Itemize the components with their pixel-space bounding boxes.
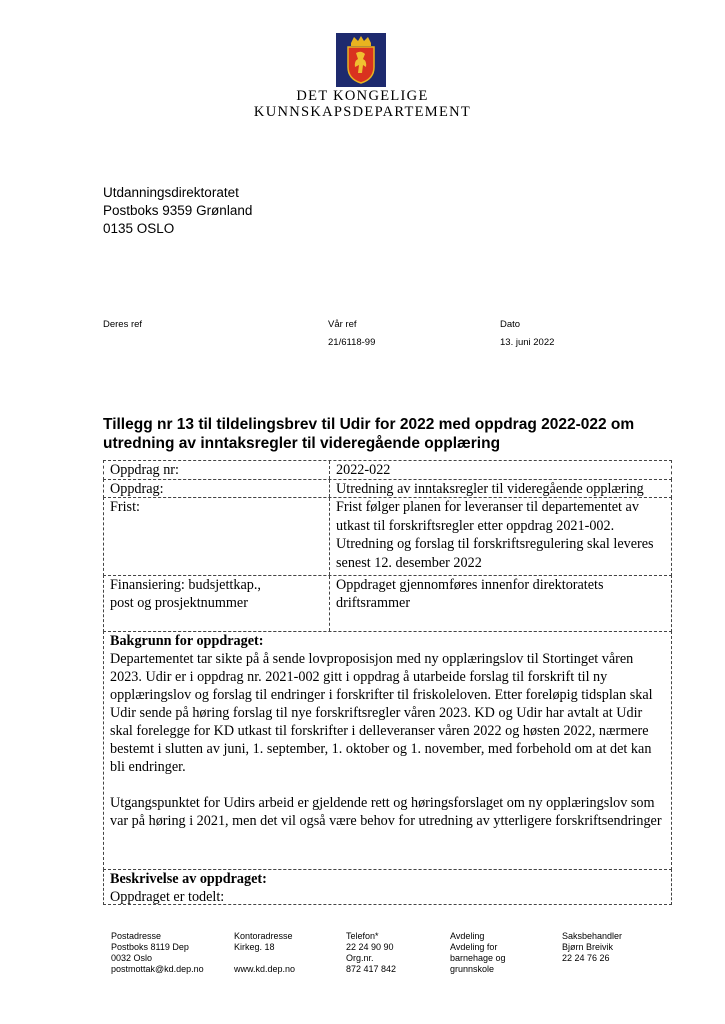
footer-email: postmottak@kd.dep.no [111,964,204,974]
description-heading: Beskrivelse av oppdraget: [110,871,267,887]
org-name-line1: DET KONGELIGE [296,88,429,104]
row-value-finansiering: Oppdraget gjennomføres innenfor direktoratets driftsrammer [336,577,604,611]
coat-of-arms-icon [336,33,386,87]
row-label-oppdrag: Oppdrag: [104,480,330,497]
footer-postadresse-line2: 0032 Oslo [111,953,153,963]
row-label-finansiering: Finansiering: budsjettkap., post og prosjektnummer [104,576,330,631]
var-ref-value: 21/6118-99 [328,337,376,348]
footer-avdeling-line1: Avdeling for [450,942,498,952]
footer-kontoradresse-line2 [234,953,295,964]
footer-saksbehandler-phone: 22 24 76 26 [562,953,610,963]
footer-kontoradresse [234,931,295,975]
row-label-oppdrag-nr: Oppdrag nr: [104,461,330,479]
footer-website: www.kd.dep.no [234,964,296,974]
footer-postadresse [111,931,204,975]
recipient-address [103,184,252,238]
footer-orgnr-label: Org.nr. [346,953,374,963]
footer-postadresse-label: Postadresse [111,931,162,941]
footer-kontoradresse-label: Kontoradresse [234,931,293,941]
footer-saksbehandler-label: Saksbehandler [562,931,623,941]
var-ref-label: Vår ref [328,319,357,330]
background-paragraph-2: Utgangspunktet for Udirs arbeid er gjeldende rett og høringsforslaget om ny opplæringslov som var på høring i 2021, men det vil også være behov for utredning av ytterligere forskriftsendringer [110,795,662,829]
footer-postadresse-line1: Postboks 8119 Dep [111,942,189,952]
table-row [103,497,672,576]
footer-avdeling-label: Avdeling [450,931,485,941]
footer-telefon-line1: 22 24 90 90 [346,942,394,952]
table-row [103,575,672,632]
description-section [103,869,672,905]
org-name-line2: KUNNSKAPSDEPARTEMENT [253,104,472,120]
table-row [103,479,672,498]
deres-ref-label: Deres ref [103,319,143,330]
background-heading: Bakgrunn for oppdraget: [110,633,264,649]
dato-value: 13. juni 2022 [500,337,555,348]
table-row [103,460,672,480]
footer-avdeling [450,931,506,975]
footer-saksbehandler [562,931,622,964]
row-label-frist: Frist: [104,498,330,575]
recipient-name: Utdanningsdirektoratet [103,185,239,200]
background-section [103,631,672,870]
row-value-frist: Frist følger planen for leveranser til departementet av utkast til forskriftsregler etter oppdrag 2021-002. Utredning og forslag til forskriftsregulering skal leveres senest 12. desember 2022 [336,499,654,571]
recipient-po-box: Postboks 9359 Grønland [103,203,253,218]
recipient-postcode-city: 0135 OSLO [103,221,175,236]
footer-telefon-label: Telefon* [346,931,379,941]
description-text: Oppdraget er todelt: [110,889,225,905]
footer-orgnr-value: 872 417 842 [346,964,397,974]
footer-telefon [346,931,396,975]
document-title: Tillegg nr 13 til tildelingsbrev til Udir for 2022 med oppdrag 2022-022 om utredning av inntaksregler til videregående opplæring [103,416,635,452]
row-value-oppdrag-nr: 2022-022 [336,462,391,478]
dato-label: Dato [500,319,521,330]
footer-kontoradresse-line1: Kirkeg. 18 [234,942,275,952]
footer-saksbehandler-name: Bjørn Breivik [562,942,614,952]
footer-avdeling-line2: barnehage og [450,953,506,963]
row-value-oppdrag: Utredning av inntaksregler til videregående opplæring [336,481,644,497]
background-paragraph-1: Departementet tar sikte på å sende lovproposisjon med ny opplæringslov til Stortinget våren 2023. Udir er i oppdrag nr. 2021-002 gitt i oppdrag å utarbeide forslag til forskrift til ny opplæringslov og forslag til endringer i forskrifter til friskoleloven. Etter foreløpig tidsplan skal Udir sende på høring forslag til nye forskriftsregler våren 2023. KD og Udir har avtalt at Udir skal forelegge for KD utkast til forskrifter i delleveranser våren 2022 og høsten 2022, nærmere bestemt i slutten av juni, 1. september, 1. oktober og 1. november, med forbehold om at det kan bli endringer. [110,651,653,775]
footer-avdeling-line3: grunnskole [450,964,495,974]
